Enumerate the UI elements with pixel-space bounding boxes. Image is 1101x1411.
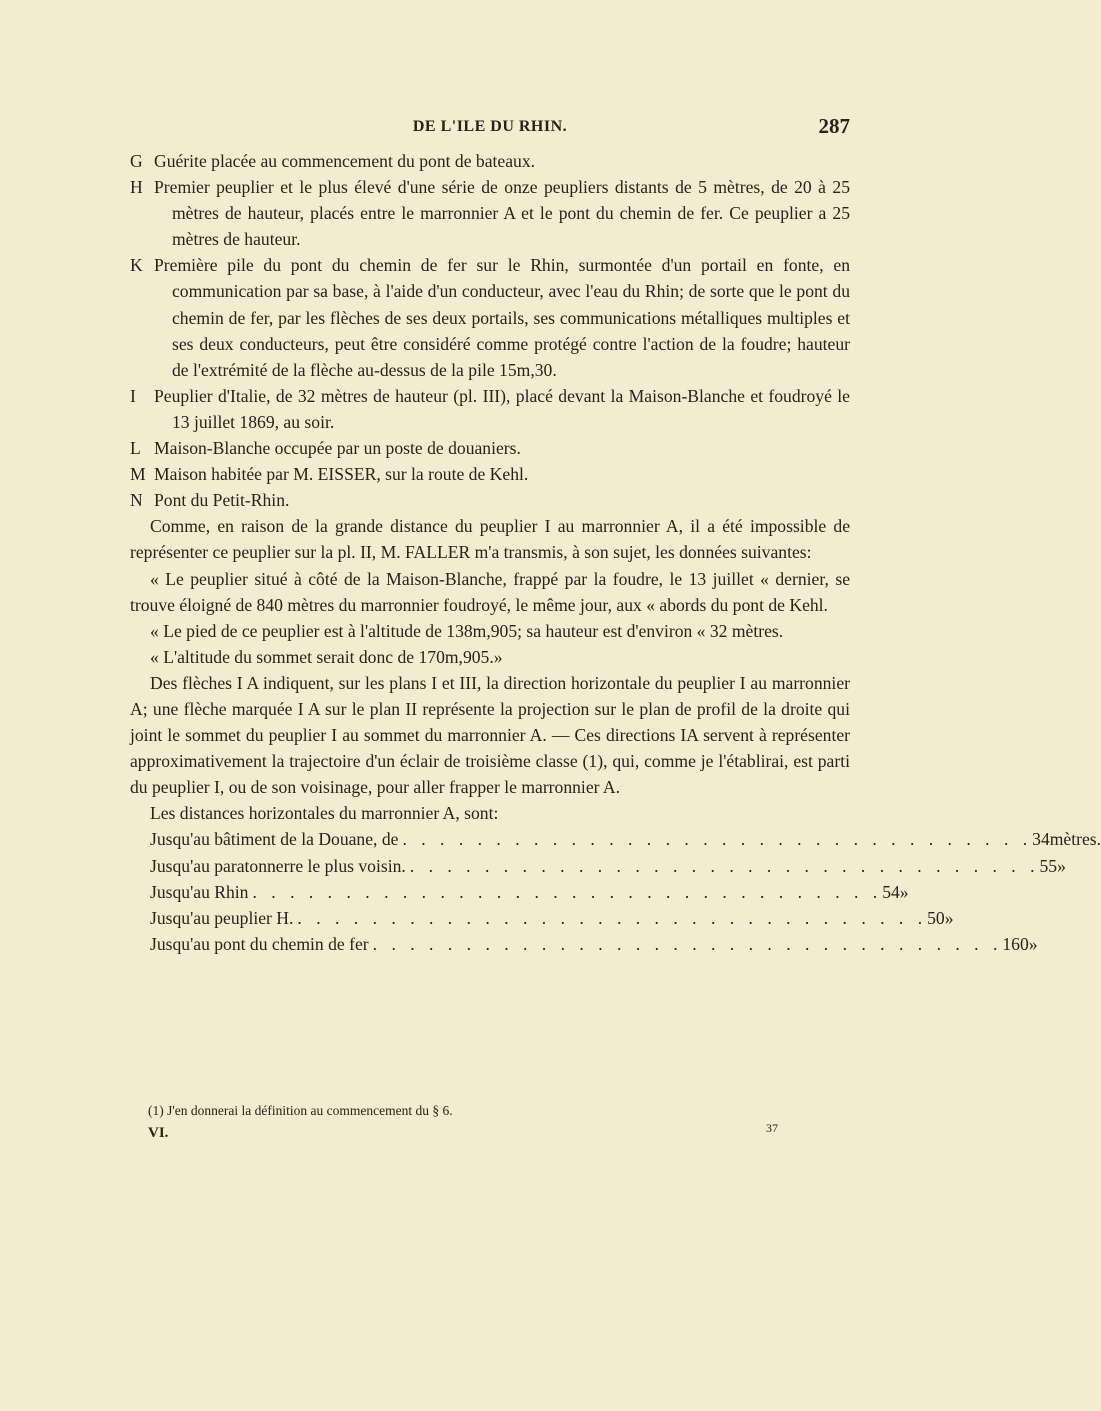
distance-value: 34 <box>1032 829 1050 850</box>
legend-letter: N <box>130 490 143 511</box>
distance-label: Jusqu'au peuplier H. <box>150 907 294 928</box>
legend-entry-n <box>130 487 850 513</box>
legend-letter: H <box>130 177 143 198</box>
legend-entry-h <box>130 174 850 252</box>
distance-value: 50 <box>927 907 945 928</box>
distance-row <box>150 879 909 905</box>
legend-letter: I <box>130 385 136 406</box>
dot-leader: . . . . . . . . . . . . . . . . . . . . . . . . . . . . . . . . . . <box>409 855 1040 876</box>
running-title: DE L'ILE DU RHIN. <box>412 118 568 135</box>
dot-leader: . . . . . . . . . . . . . . . . . . . . . . . . . . . . . . . . . . <box>372 933 1003 954</box>
page-header <box>130 114 850 140</box>
distance-label: Jusqu'au Rhin <box>150 881 249 902</box>
legend-text: Maison habitée par M. EISSER, sur la route de Kehl. <box>154 464 529 485</box>
paragraph-comme: Comme, en raison de la grande distance du peuplier I au marronnier A, il a été impossible de représenter ce peuplier sur la pl. II, M. FALLER m'a transmis, à son sujet, les données suivantes: <box>130 516 850 563</box>
distance-row <box>150 931 1038 957</box>
dot-leader: . . . . . . . . . . . . . . . . . . . . . . . . . . . . . . . . . . <box>402 829 1033 850</box>
legend-text: Peuplier d'Italie, de 32 mètres de hauteur (pl. III), placé devant la Maison-Blanche et foudroyé le 13 juillet 1869, au soir. <box>154 385 850 432</box>
distance-unit: » <box>1028 933 1038 954</box>
distance-label: Jusqu'au pont du chemin de fer <box>150 933 369 954</box>
legend-text: Premier peuplier et le plus élevé d'une série de onze peupliers distants de 5 mètres, de 20 à 25 mètres de hauteur, placés entre le marronnier A et le pont du chemin de fer. Ce peuplier a 25 mètres de hauteur. <box>154 177 850 250</box>
distance-label: Jusqu'au paratonnerre le plus voisin. <box>150 855 406 876</box>
signature-volume: VI. <box>148 1125 169 1141</box>
legend-entry-l <box>130 435 850 461</box>
distance-value: 160 <box>1002 933 1029 954</box>
distance-unit: mètres. <box>1049 829 1101 850</box>
distance-label: Jusqu'au bâtiment de la Douane, de <box>150 829 399 850</box>
distance-row <box>150 905 954 931</box>
legend-text: Maison-Blanche occupée par un poste de douaniers. <box>154 438 521 459</box>
paragraph-fleches: Des flèches I A indiquent, sur les plans I et III, la direction horizontale du peuplier I au marronnier A; une flèche marquée I A sur le plan II représente la projection sur le plan de profil de la droite qui joint le sommet du peuplier I au sommet du marronnier A. — Ces directions IA servent à représenter approximativement la trajectoire d'un éclair de troisième classe (1), qui, comme je l'établirai, est parti du peuplier I, ou de son voisinage, pour aller frapper le marronnier A. <box>130 672 850 798</box>
legend-letter: G <box>130 151 143 171</box>
quote-paragraph: « Le peuplier situé à côté de la Maison-Blanche, frappé par la foudre, le 13 juillet « dernier, se trouve éloigné de 840 mètres du marronnier foudroyé, le même jour, aux « abords du pont de Kehl. <box>130 568 850 615</box>
quote-paragraph: « Le pied de ce peuplier est à l'altitude de 138m,905; sa hauteur est d'environ « 32 mètres. <box>150 620 784 641</box>
distance-unit: » <box>1057 855 1066 876</box>
legend-text: Première pile du pont du chemin de fer sur le Rhin, surmontée d'un portail en fonte, en communication par sa base, à l'aide d'un conducteur, avec l'eau du Rhin; de sorte que le pont du chemin de fer, par les flèches de ses deux portails, ses communications métalliques multiples et ses deux conducteurs, peut être considéré comme protégé contre l'action de la foudre; hauteur de l'extrémité de la flèche au-dessus de la pile 15m,30. <box>154 255 850 380</box>
legend-text: Guérite placée au commencement du pont de bateaux. <box>154 151 536 171</box>
legend-letter: L <box>130 438 141 459</box>
distance-value: 54 <box>882 881 900 902</box>
distance-value: 55 <box>1039 855 1058 876</box>
legend-entry-g <box>130 148 850 174</box>
body-text <box>130 148 1101 957</box>
dot-leader: . . . . . . . . . . . . . . . . . . . . . . . . . . . . . . . . . . <box>252 881 883 902</box>
legend-text: Pont du Petit-Rhin. <box>154 490 290 511</box>
page-number: 287 <box>818 114 850 138</box>
footnote: (1) J'en donnerai la définition au commencement du § 6. <box>148 1103 453 1118</box>
legend-letter: M <box>130 464 146 485</box>
paragraph-distances-intro: Les distances horizontales du marronnier A, sont: <box>150 803 499 824</box>
distance-unit: » <box>944 907 954 928</box>
distance-unit: » <box>899 881 909 902</box>
distance-row <box>150 853 1066 879</box>
dot-leader: . . . . . . . . . . . . . . . . . . . . . . . . . . . . . . . . . . <box>297 907 928 928</box>
quote-paragraph: « L'altitude du sommet serait donc de 170m,905.» <box>150 646 503 667</box>
legend-letter: K <box>130 255 143 276</box>
distances-list <box>130 826 1101 956</box>
legend-entry-i <box>130 383 850 435</box>
legend-entry-m <box>130 461 850 487</box>
legend-entry-k <box>130 252 850 382</box>
signature-sheet: 37 <box>766 1121 778 1135</box>
distance-row <box>150 826 1101 852</box>
